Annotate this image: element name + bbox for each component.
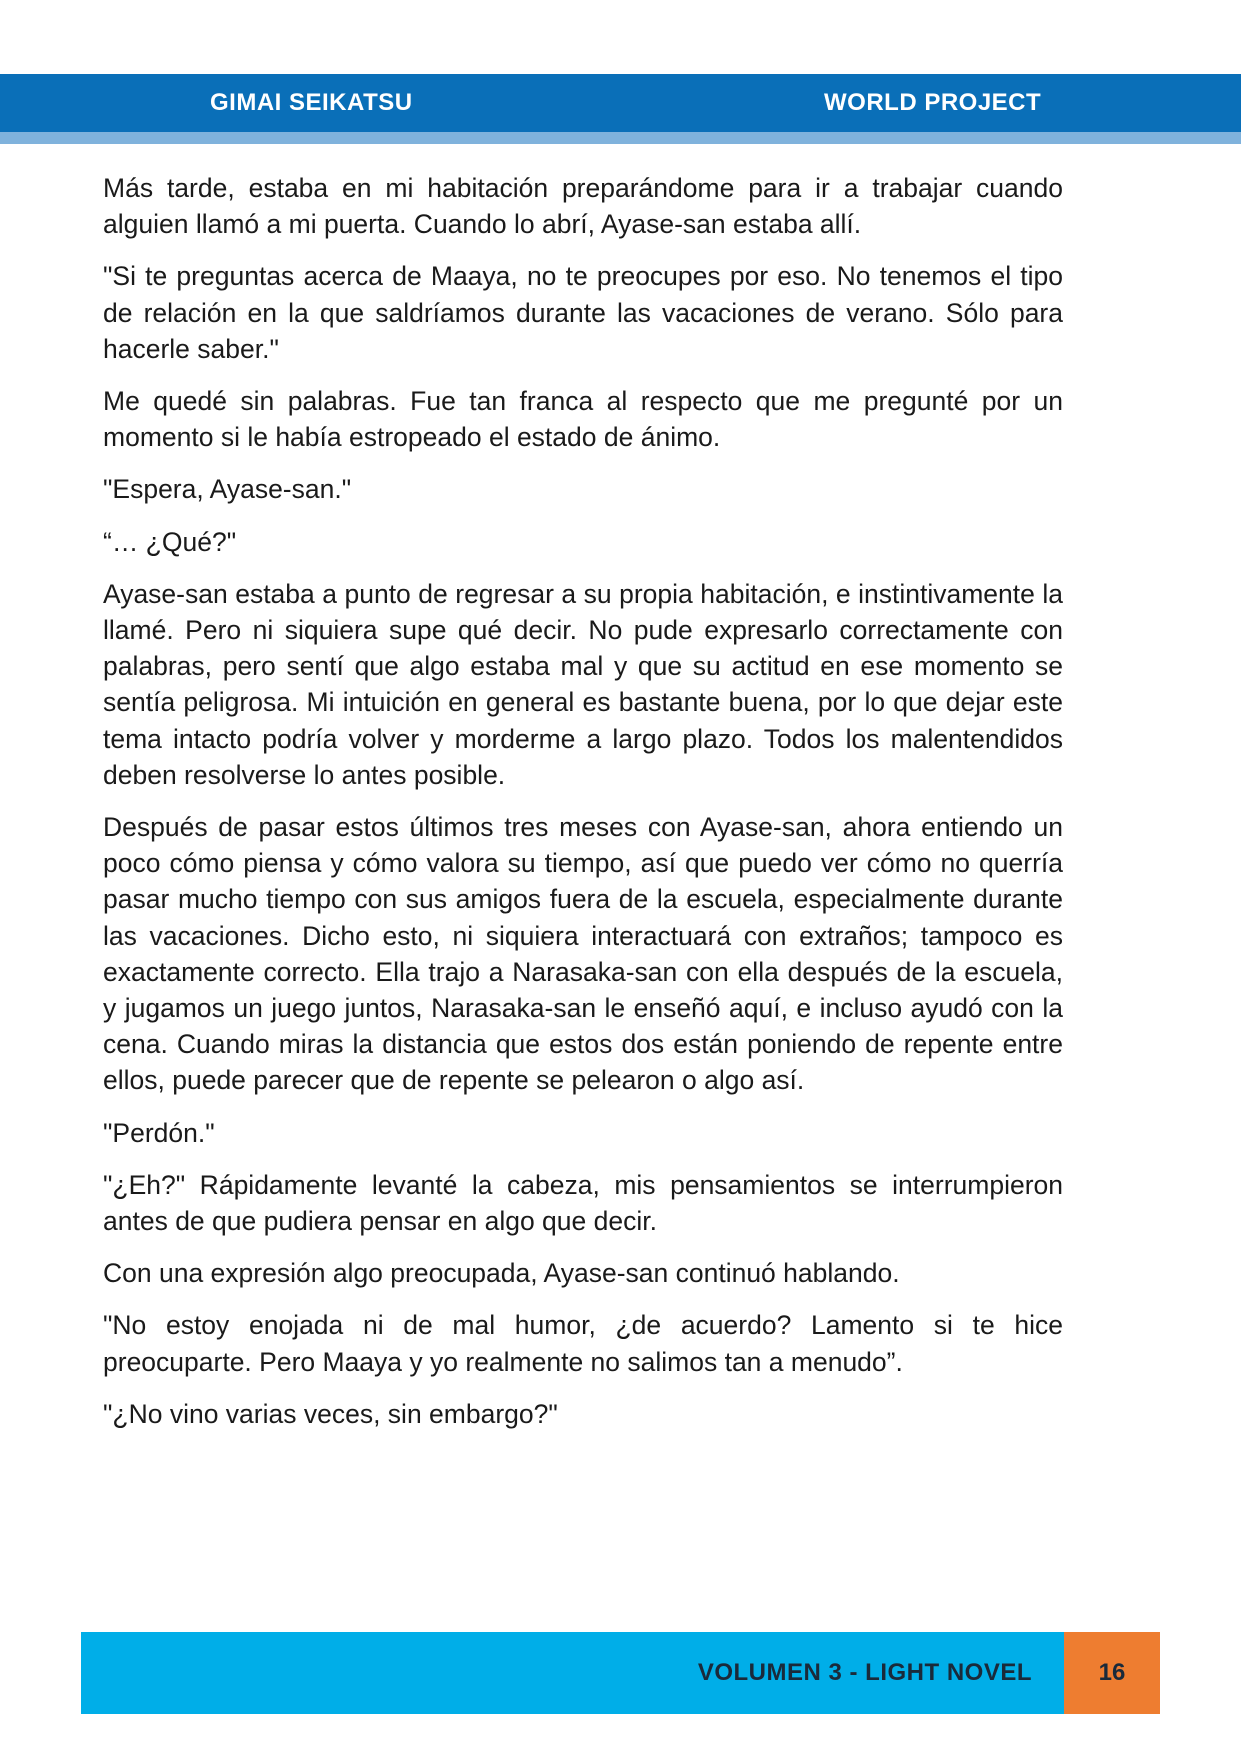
paragraph: "Perdón." — [103, 1117, 215, 1148]
paragraph: "Espera, Ayase-san." — [103, 474, 352, 505]
paragraph: Me quedé sin palabras. Fue tan franca al respecto que me pregunté por un momento si le había estropeado el estado de ánimo. — [103, 386, 1063, 453]
paragraph: "¿Eh?" Rápidamente levanté la cabeza, mis pensamientos se interrumpieron antes de que pudiera pensar en algo que decir. — [103, 1169, 1063, 1237]
header-series-title: GIMAI SEIKATSU — [210, 89, 413, 116]
paragraph: "No estoy enojada ni de mal humor, ¿de acuerdo? Lamento si te hice preocuparte. Pero Maaya y yo realmente no salimos tan a menudo”. — [103, 1310, 1063, 1377]
paragraph: "Si te preguntas acerca de Maaya, no te preocupes por eso. No tenemos el tipo de relación en la que saldríamos durante las vacaciones de verano. Sólo para hacerle saber." — [103, 261, 1063, 364]
footer-volume-label: VOLUMEN 3 - LIGHT NOVEL — [697, 1659, 1032, 1686]
header-stripe — [0, 132, 1241, 144]
header-group-title: WORLD PROJECT — [824, 89, 1042, 116]
page-number: 16 — [1064, 1632, 1160, 1714]
paragraph: “… ¿Qué?" — [103, 526, 237, 557]
header-bar — [0, 74, 1241, 132]
paragraph: "¿No vino varias veces, sin embargo?" — [103, 1398, 558, 1429]
paragraph: Ayase-san estaba a punto de regresar a su propia habitación, e instintivamente la llamé. Pero ni siquiera supe qué decir. No pude expresarlo correctamente con palabras, pero sentí que algo estaba mal y que su actitud en ese momento se sentía peligrosa. Mi intuición en general es bastante buena, por lo que dejar este tema intacto podría volver y morderme a largo plazo. Todos los malentendidos deben resolverse lo antes posible. — [103, 578, 1063, 790]
paragraph: Después de pasar estos últimos tres meses con Ayase-san, ahora entiendo un poco cómo piensa y cómo valora su tiempo, así que puedo ver cómo no querría pasar mucho tiempo con sus amigos fuera de la escuela, especialmente durante las vacaciones. Dicho esto, ni siquiera interactuará con extraños; tampoco es exactamente correcto. Ella trajo a Narasaka-san con ella después de la escuela, y jugamos un juego juntos, Narasaka-san le enseñó aquí, e incluso ayudó con la cena. Cuando miras la distancia que estos dos están poniendo de repente entre ellos, puede parecer que de repente se pelearon o algo así. — [103, 812, 1063, 1096]
footer-bar — [81, 1632, 1064, 1714]
paragraph: Más tarde, estaba en mi habitación preparándome para ir a trabajar cuando alguien llamó a mi puerta. Cuando lo abrí, Ayase-san estaba allí. — [103, 173, 1063, 240]
paragraph: Con una expresión algo preocupada, Ayase-san continuó hablando. — [103, 1258, 900, 1289]
page-body — [103, 170, 1063, 1448]
